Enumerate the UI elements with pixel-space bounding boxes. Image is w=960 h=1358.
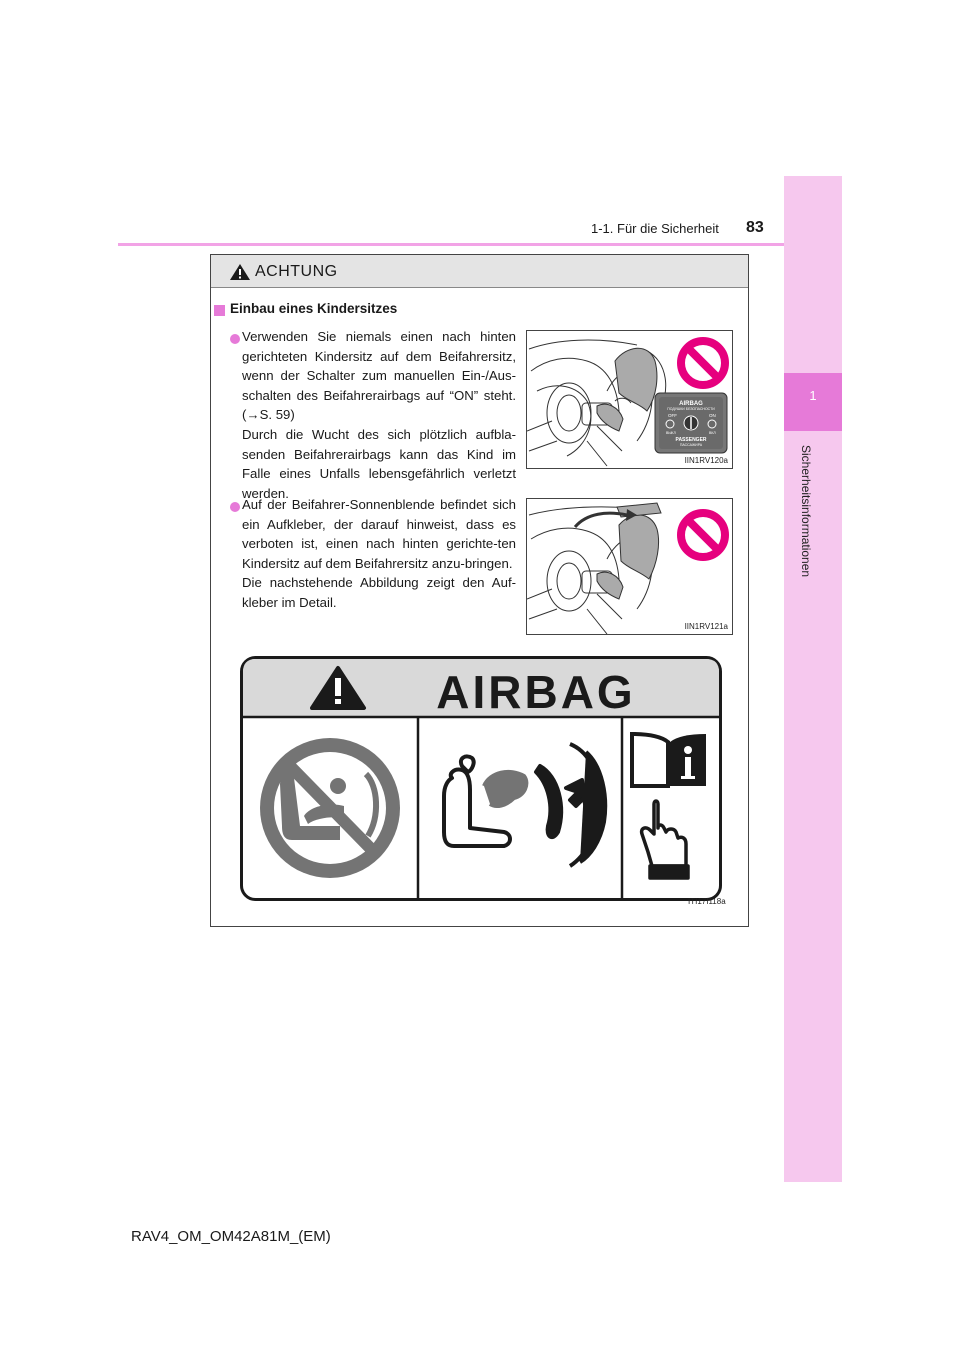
panel-passenger: PASSENGER	[675, 437, 707, 443]
caution-box	[210, 254, 749, 927]
panel-passenger-ru: ПАССАЖИРА	[679, 443, 703, 447]
bullet-dot	[230, 334, 240, 344]
heading-bullet	[214, 305, 225, 316]
figure-sun-visor	[526, 498, 733, 635]
bullet-2-paragraph-2: Die nachstehende Abbildung zeigt den Auf-kleber im Detail.	[242, 575, 516, 610]
side-tab-label: Sicherheitsinformationen	[799, 445, 813, 578]
caution-heading: Einbau eines Kindersitzes	[230, 301, 398, 316]
bullet-2-text	[242, 495, 516, 613]
bullet-dot	[230, 502, 240, 512]
footer-code: RAV4_OM_OM42A81M_(EM)	[131, 1228, 331, 1245]
bullet-1-text	[242, 327, 516, 503]
no-child-seat-icon	[260, 738, 400, 878]
bullet-1-paragraph-1: Verwenden Sie niemals einen nach hinten gerichteten Kindersitz auf dem Beifahrersitz, wenn der Schalter zum manuellen Ein-/Aus-schalten des Beifahrerairbags auf “ON” steht. (→S. 59)	[242, 329, 516, 423]
read-manual-icon	[632, 734, 706, 786]
bullet-2-paragraph-1: Auf der Beifahrer-Sonnenblende befindet sich ein Aufkleber, der darauf hinweist, dass es verboten ist, einen nach hinten gerichte-ten Kindersitz auf dem Beifahrersitz anzu-bringen.	[242, 497, 516, 571]
panel-title: AIRBAG	[679, 401, 703, 407]
panel-off-ru: ВЫКЛ	[666, 431, 676, 435]
car-interior-illustration	[527, 331, 733, 469]
side-tab-strip	[784, 176, 842, 1182]
label-figure-code: ITI17I118a	[688, 897, 726, 906]
airbag-warning-label	[240, 656, 722, 901]
figure-code: IIN1RV120a	[684, 456, 728, 465]
figure-airbag-switch	[526, 330, 733, 469]
header-rule	[118, 243, 784, 246]
side-tab-number: 1	[809, 388, 817, 403]
caution-header	[211, 255, 748, 288]
panel-on-ru: ВКЛ	[709, 431, 716, 435]
page-number: 83	[746, 219, 764, 236]
label-title: AIRBAG	[436, 666, 636, 718]
panel-on: ON	[709, 413, 716, 418]
panel-subtitle: ПОДУШКИ БЕЗОПАСНОСТИ	[667, 407, 715, 411]
warning-icon	[229, 263, 251, 281]
section-title: 1-1. Für die Sicherheit	[591, 221, 719, 236]
figure-code: IIN1RV121a	[684, 622, 728, 631]
sun-visor-illustration	[527, 499, 733, 635]
caution-title: ACHTUNG	[255, 263, 338, 280]
panel-off: OFF	[668, 413, 677, 418]
bullet-1-paragraph-2: Durch die Wucht des sich plötzlich aufbla-senden Beifahrerairbags kann das Kind im Falle eines Unfalls lebensgefährlich verletzt werden.	[242, 426, 516, 501]
